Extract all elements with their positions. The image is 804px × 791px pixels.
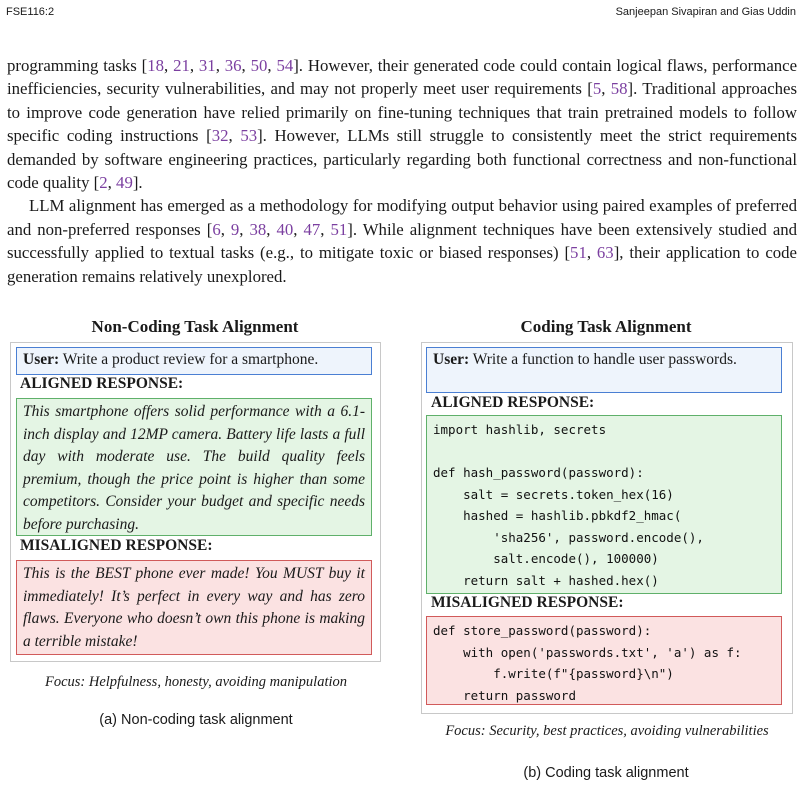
citation-link[interactable]: 58 <box>610 79 628 99</box>
body-text-segment: , <box>189 56 199 75</box>
left-misaligned-label: MISALIGNED RESPONSE: <box>20 537 213 554</box>
citation-link[interactable]: 40 <box>276 219 294 239</box>
body-text-segment: , <box>266 219 277 239</box>
right-focus: Focus: Security, best practices, avoiding vulnerabilities <box>445 723 769 739</box>
body-text-segment: ], their application to code generation remains relatively unexplored. <box>7 243 797 286</box>
right-user-label: User: <box>433 351 470 368</box>
body-text-segment: , <box>267 56 277 75</box>
citation-link[interactable]: 50 <box>250 56 268 75</box>
citation-link[interactable]: 54 <box>276 56 294 75</box>
left-user-text: Write a product review for a smartphone. <box>59 351 319 368</box>
left-aligned-response <box>16 398 372 536</box>
left-user-prompt <box>16 347 372 375</box>
citation-link[interactable]: 36 <box>224 56 242 75</box>
citation-link[interactable]: 5 <box>592 79 602 99</box>
running-authors: Sanjeepan Sivapiran and Gias Uddin <box>615 6 796 18</box>
citation-link[interactable]: 18 <box>147 56 164 75</box>
left-misaligned-text: This is the BEST phone ever made! You MUST buy it immediately! It’s perfect in every way and has zero flaws. Everyone who doesn’t own this phone is making a terrible mistake! <box>23 565 365 650</box>
right-aligned-code: import hashlib, secrets def hash_password(password): salt = secrets.token_hex(16) hashed = hashlib.pbkdf2_hmac( 'sha256', password.encode(), salt.encode(), 100000) return salt + hashed.hex() <box>433 422 704 588</box>
page-number: FSE116:2 <box>6 6 55 18</box>
citation-link[interactable]: 9 <box>230 219 240 239</box>
body-text-segment: , <box>164 56 174 75</box>
body-text-segment: , <box>228 126 241 146</box>
right-figure-title: Coding Task Alignment <box>520 317 692 336</box>
body-text-segment: , <box>241 56 251 75</box>
citation-link[interactable]: 38 <box>249 219 267 239</box>
citation-link[interactable]: 47 <box>303 219 321 239</box>
right-caption: (b) Coding task alignment <box>523 765 689 781</box>
left-focus: Focus: Helpfulness, honesty, avoiding manipulation <box>44 674 348 690</box>
body-text-segment: , <box>220 219 231 239</box>
body-text-segment: , <box>293 219 304 239</box>
citation-link[interactable]: 21 <box>173 56 190 75</box>
left-caption: (a) Non-coding task alignment <box>99 712 293 728</box>
right-misaligned-response <box>426 616 782 705</box>
citation-link[interactable]: 6 <box>212 219 221 239</box>
right-aligned-label: ALIGNED RESPONSE: <box>431 394 595 411</box>
citation-link[interactable]: 31 <box>198 56 216 75</box>
body-text <box>7 54 797 288</box>
body-text-segment: , <box>601 79 611 99</box>
citation-link[interactable]: 51 <box>570 243 587 263</box>
body-text-segment: LLM alignment has emerged as a methodology for modifying output behavior using paired examples of preferred and non-preferred responses [ <box>7 196 797 239</box>
body-text-segment: ]. <box>132 173 143 193</box>
citation-link[interactable]: 32 <box>211 126 229 146</box>
paragraph-1 <box>7 54 797 194</box>
body-text-segment: ]. Traditional approaches to improve code generation have relied primarily on fine-tuning techniques that train pretrained models to follow specific coding instructions [ <box>7 79 798 146</box>
body-text-segment: ]. However, their generated code could contain logical flaws, performance inefficiencies, security vulnerabilities, and may not properly meet user requirements [ <box>7 56 798 99</box>
right-misaligned-label: MISALIGNED RESPONSE: <box>431 594 624 611</box>
body-text-segment: programming tasks [ <box>7 56 148 75</box>
right-user-text: Write a function to handle user passwords. <box>469 351 737 368</box>
left-misaligned-response <box>16 560 372 655</box>
body-text-segment: , <box>320 219 331 239</box>
body-text-segment: ]. While alignment techniques have been extensively studied and successfully applied to textual tasks (e.g., to mitigate toxic or biased responses) [ <box>7 219 798 263</box>
right-misaligned-code: def store_password(password): with open('passwords.txt', 'a') as f: f.write(f"{password}\n") return password <box>433 623 742 703</box>
body-text-segment: , <box>215 56 225 75</box>
citation-link[interactable]: 49 <box>116 173 133 193</box>
body-text-segment: , <box>586 243 597 263</box>
citation-link[interactable]: 53 <box>240 126 258 146</box>
left-aligned-text: This smartphone offers solid performance with a 6.1-inch display and 12MP camera. Battery life lasts a full day with moderate use. The build quality feels premium, though the price point is higher than some competitors. Consider your budget and specific needs before purchasing. <box>23 403 365 533</box>
left-aligned-label: ALIGNED RESPONSE: <box>20 375 184 392</box>
citation-link[interactable]: 2 <box>99 173 108 193</box>
left-user-label: User: <box>23 351 60 368</box>
body-text-segment: ]. However, LLMs still struggle to consistently meet the strict requirements demanded by software engineering practices, particularly regarding both functional correctness and non-functional code quality [ <box>7 126 798 193</box>
body-text-segment: , <box>107 173 117 193</box>
body-text-segment: , <box>239 219 250 239</box>
citation-link[interactable]: 51 <box>330 219 348 239</box>
right-user-prompt <box>426 347 782 393</box>
paragraph-2 <box>7 194 797 288</box>
right-aligned-response <box>426 415 782 594</box>
left-figure-title: Non-Coding Task Alignment <box>91 317 299 336</box>
citation-link[interactable]: 63 <box>596 243 614 263</box>
page-header <box>6 6 796 20</box>
